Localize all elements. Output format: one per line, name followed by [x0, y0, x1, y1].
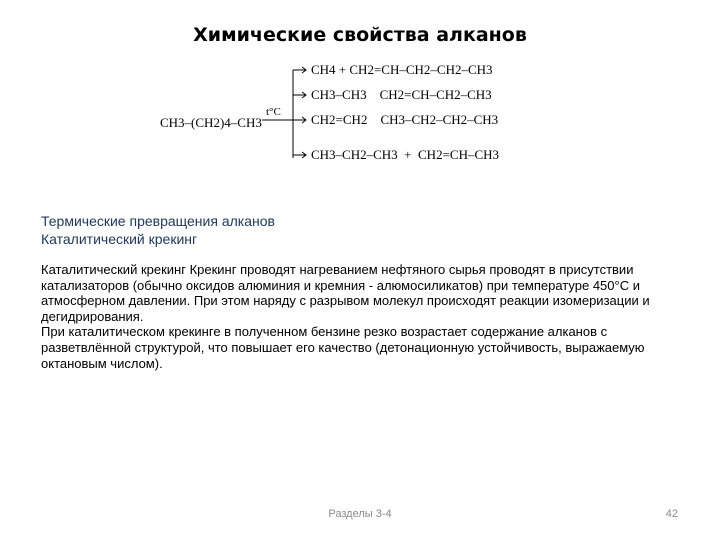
reactant-formula: CH3–(CH2)4–CH3: [160, 115, 262, 130]
reaction-condition: t°C: [266, 106, 281, 118]
footer-section: Разделы 3-4: [328, 508, 392, 520]
page-number: 42: [665, 508, 678, 520]
products-line-1: CH4 + CH2=CH–CH2–CH2–CH3: [311, 62, 493, 77]
products-line-4: CH3–CH2–CH3 + CH2=CH–CH3: [311, 147, 500, 162]
paragraph-2: При каталитическом крекинге в полученном бензине резко возрастает содержание алканов с разветвлённой структурой, что повышает его качество (детонационную устойчивость, выражаемую октановым числом).: [41, 324, 645, 371]
body-text: [41, 262, 666, 371]
cracking-reaction-scheme: [0, 0, 720, 180]
branch-arrow-4: [293, 152, 306, 158]
products-line-3: CH2=CH2 CH3–CH2–CH2–CH3: [311, 112, 499, 127]
branch-arrow-2: [293, 92, 306, 98]
branch-arrow-1: [293, 67, 306, 73]
slide-title: Химические свойства алканов: [193, 24, 527, 46]
subheading-line-1: Термические превращения алканов: [41, 213, 275, 229]
branch-arrow-3: [293, 117, 306, 123]
paragraph-1: Каталитический крекинг Крекинг проводят нагреванием нефтяного сырья проводят в присутствии катализаторов (обычно оксидов алюминия и кремния - алюмосиликатов) при температуре 450°С и атмосферном давлении. При этом наряду с разрывом молекул происходят реакции изомеризации и дегидрирования.: [41, 262, 650, 324]
subheading-line-2: Каталитический крекинг: [41, 231, 198, 247]
subheading: [41, 212, 275, 248]
products-line-2: CH3–CH3 CH2=CH–CH2–CH3: [311, 87, 492, 102]
